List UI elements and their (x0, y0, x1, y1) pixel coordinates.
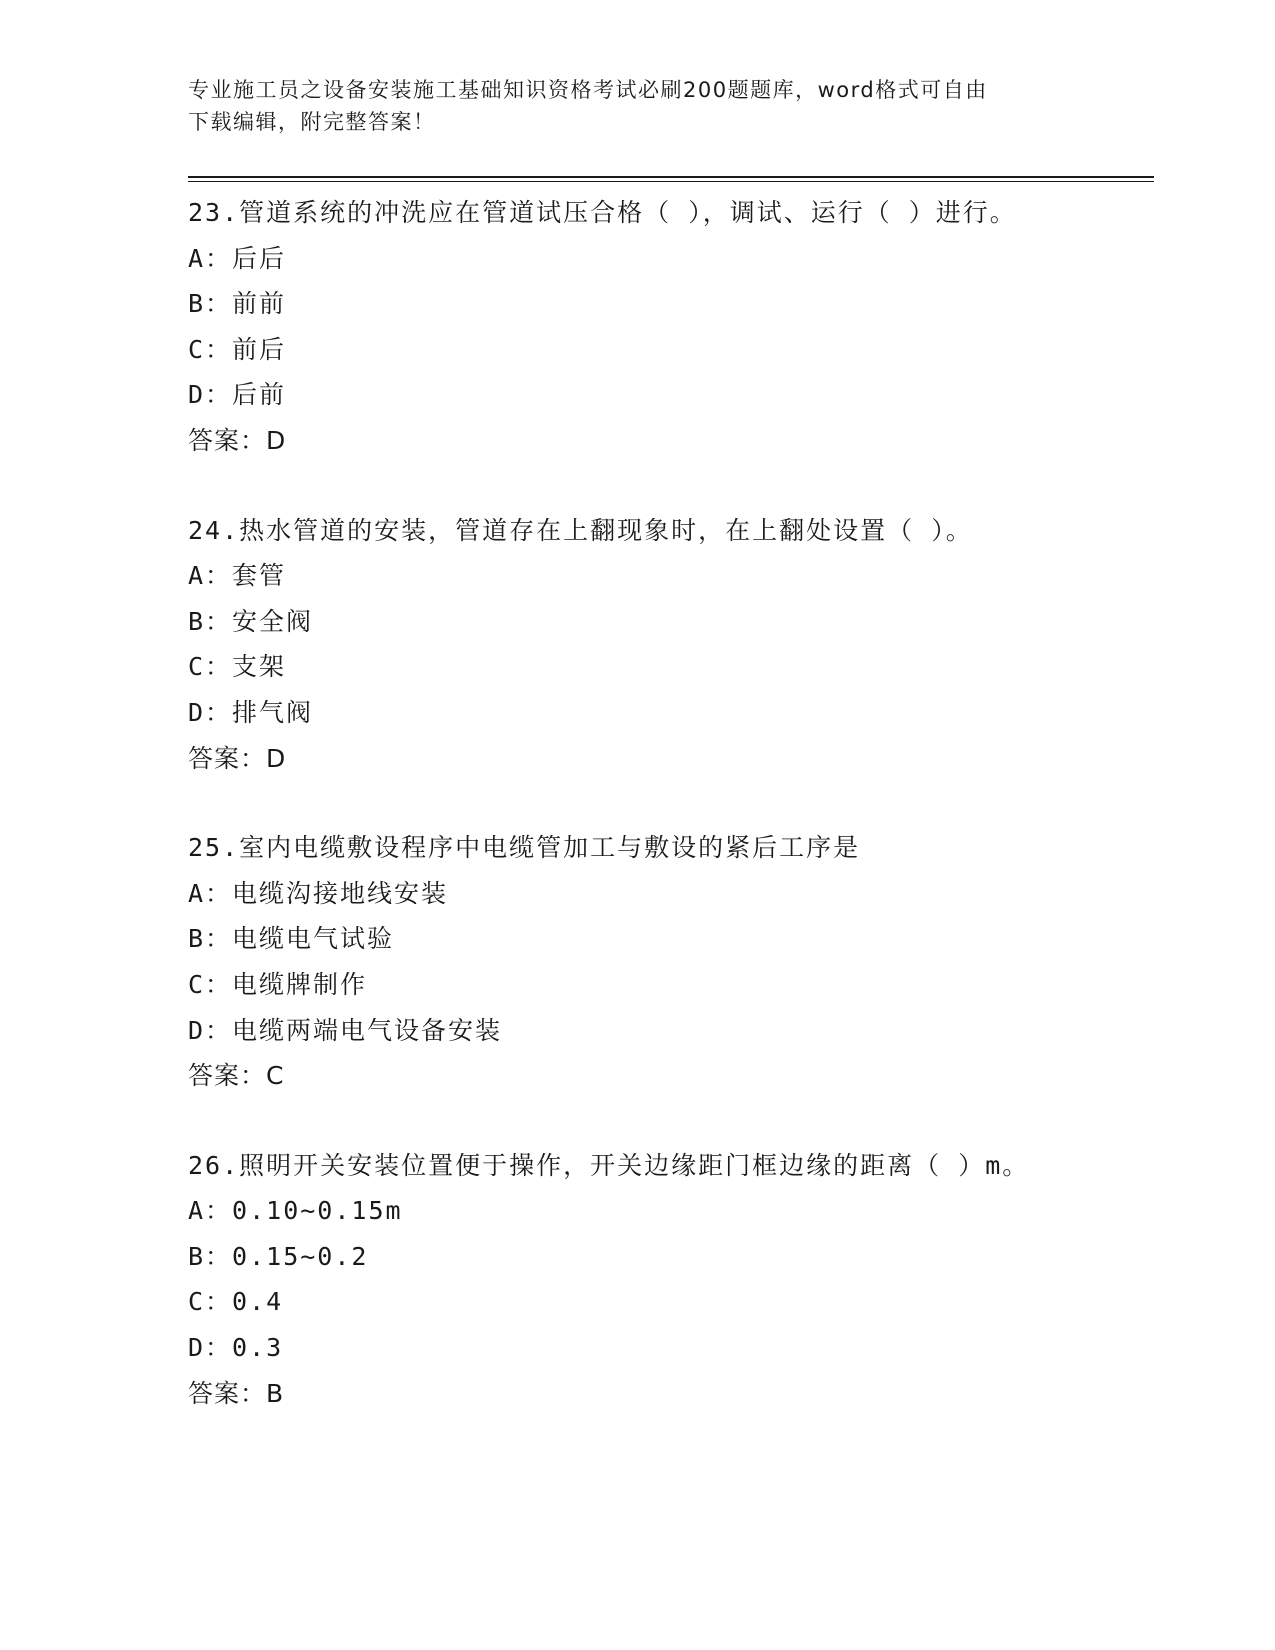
option-b: B：电缆电气试验 (188, 924, 395, 954)
answer: 答案：C (188, 1061, 285, 1091)
option-c: C：电缆牌制作 (188, 969, 368, 999)
option-b: B：前前 (188, 289, 287, 319)
option-a: A：0.10~0.15m (188, 1196, 403, 1226)
option-b: B：安全阀 (188, 606, 314, 636)
header-line-2: 下载编辑，附完整答案！ (188, 110, 436, 134)
option-a: A：套管 (188, 561, 287, 591)
question-stem: 26.照明开关安装位置便于操作，开关边缘距门框边缘的距离（ ）m。 (188, 1150, 1030, 1180)
question-24 (188, 508, 1154, 782)
option-c: C：0.4 (188, 1287, 284, 1317)
option-c: C：前后 (188, 334, 287, 364)
option-d: D：0.3 (188, 1333, 284, 1363)
answer: 答案：B (188, 1378, 285, 1408)
question-26 (188, 1143, 1154, 1417)
option-d: D：排气阀 (188, 697, 314, 727)
question-list (188, 190, 1154, 1416)
document-header (188, 74, 1068, 138)
question-25 (188, 825, 1154, 1099)
option-b: B：0.15~0.2 (188, 1241, 369, 1271)
option-c: C：支架 (188, 652, 287, 682)
header-divider-thin (188, 181, 1154, 182)
answer: 答案：D (188, 743, 287, 773)
header-line-1: 专业施工员之设备安装施工基础知识资格考试必刷200题题库，word格式可自由 (188, 78, 988, 102)
option-a: A：电缆沟接地线安装 (188, 878, 449, 908)
option-d: D：后前 (188, 380, 287, 410)
option-d: D：电缆两端电气设备安装 (188, 1015, 503, 1045)
question-stem: 25.室内电缆敷设程序中电缆管加工与敷设的紧后工序是 (188, 833, 861, 863)
question-23 (188, 190, 1154, 464)
question-stem: 24.热水管道的安装，管道存在上翻现象时，在上翻处设置（ ）。 (188, 515, 973, 545)
option-a: A：后后 (188, 243, 287, 273)
answer: 答案：D (188, 425, 287, 455)
header-divider-thick (188, 176, 1154, 178)
question-stem: 23.管道系统的冲洗应在管道试压合格（ ），调试、运行（ ）进行。 (188, 198, 1017, 227)
